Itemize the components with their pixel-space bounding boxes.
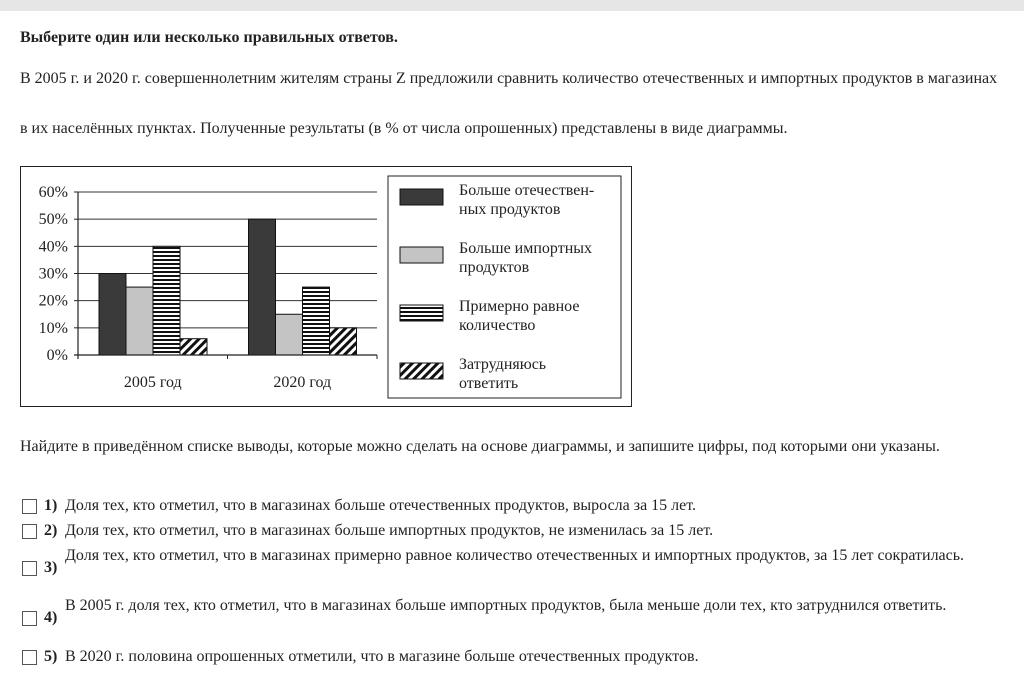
top-bar <box>0 0 1024 11</box>
x-category-label: 2020 год <box>273 374 332 391</box>
option-text: В 2005 г. доля тех, кто отметил, что в магазинах больше импортных продуктов, была меньше доли тех, кто затруднился ответить. <box>65 597 947 614</box>
y-tick-label: 10% <box>38 319 68 337</box>
option-text: Доля тех, кто отметил, что в магазинах больше импортных продуктов, не изменилась за 15 лет. <box>65 522 714 539</box>
task-paragraph-1: В 2005 г. и 2020 г. совершеннолетним жителям страны Z предложили сравнить количество отечественных и импортных продуктов в магазинах <box>20 70 998 87</box>
legend-label: продуктов <box>459 259 530 276</box>
option-number: 1) <box>44 497 58 514</box>
legend-swatch-1 <box>400 189 443 205</box>
task-paragraph-2: в их населённых пунктах. Полученные результаты (в % от числа опрошенных) представлены в виде диаграммы. <box>20 120 788 137</box>
legend-label: количество <box>459 317 536 334</box>
option-text: Доля тех, кто отметил, что в магазинах больше отечественных продуктов, выросла за 15 лет. <box>65 497 697 514</box>
legend-label: Затрудняюсь <box>459 356 547 373</box>
bar-2-2005-год <box>126 287 153 355</box>
answer-option-1[interactable] <box>22 494 1007 518</box>
option-number: 3) <box>44 559 58 576</box>
legend-label: ответить <box>459 375 519 392</box>
option-checkbox-2[interactable] <box>22 524 37 539</box>
task-instruction: Выберите один или несколько правильных ответов. <box>20 29 398 46</box>
legend-swatch-2 <box>400 247 443 263</box>
legend-label: ных продуктов <box>459 201 561 218</box>
bar-3-2020-год <box>303 287 330 355</box>
option-number: 2) <box>44 522 58 539</box>
legend-label: Больше отечествен- <box>459 182 595 199</box>
legend-swatch-3 <box>400 305 443 321</box>
answer-option-2[interactable] <box>22 519 1007 543</box>
y-tick-label: 20% <box>38 292 68 310</box>
answer-option-4[interactable] <box>22 594 1007 642</box>
option-checkbox-5[interactable] <box>22 650 37 665</box>
y-tick-label: 60% <box>38 184 68 201</box>
y-tick-label: 50% <box>38 211 68 229</box>
option-text: Доля тех, кто отметил, что в магазинах примерно равное количество отечественных и импортных продуктов, за 15 лет сократилась. <box>65 547 965 564</box>
legend-label: Примерно равное <box>459 298 580 315</box>
bar-4-2005-год <box>180 339 207 355</box>
option-text: В 2020 г. половина опрошенных отметили, что в магазине больше отечественных продуктов. <box>65 648 699 665</box>
y-tick-label: 30% <box>38 265 68 283</box>
option-checkbox-1[interactable] <box>22 499 37 514</box>
option-number: 5) <box>44 648 58 665</box>
chart-frame <box>20 166 632 407</box>
y-tick-label: 0% <box>46 347 68 364</box>
legend-label: Больше импортных <box>459 240 593 257</box>
bar-3-2005-год <box>153 246 180 355</box>
option-checkbox-3[interactable] <box>22 561 37 576</box>
bar-1-2020-год <box>249 219 276 355</box>
legend-swatch-4 <box>400 363 443 379</box>
bar-chart <box>21 167 633 408</box>
bar-1-2005-год <box>99 274 126 356</box>
option-checkbox-4[interactable] <box>22 611 37 626</box>
x-category-label: 2005 год <box>123 374 182 391</box>
question-text: Найдите в приведённом списке выводы, которые можно сделать на основе диаграммы, и запишите цифры, под которыми они указаны. <box>20 438 940 455</box>
y-tick-label: 40% <box>38 238 68 256</box>
option-number: 4) <box>44 609 58 626</box>
answer-option-5[interactable] <box>22 645 1007 669</box>
bar-2-2020-год <box>276 314 303 355</box>
answer-option-3[interactable] <box>22 544 1007 592</box>
bar-4-2020-год <box>330 328 357 355</box>
